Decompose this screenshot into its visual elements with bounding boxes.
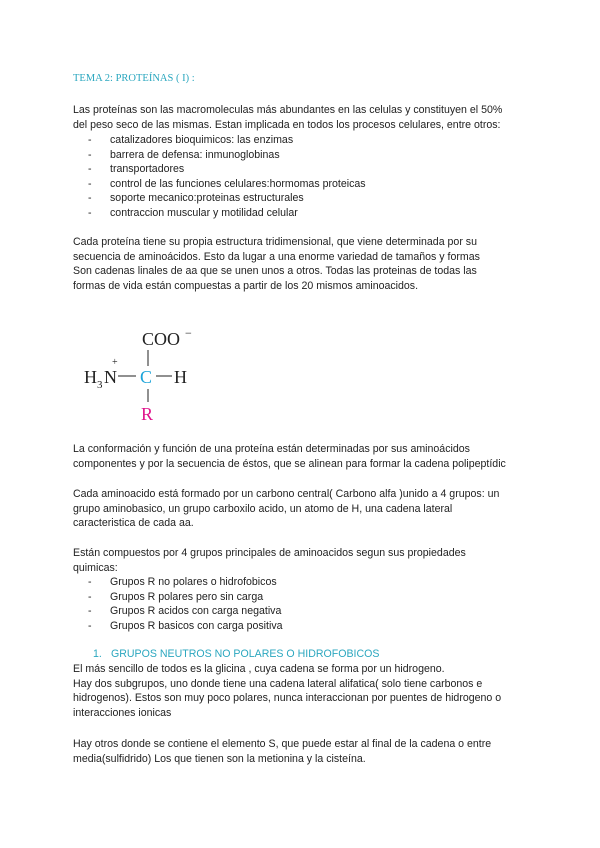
list-item: - barrera de defensa: inmunoglobinas	[88, 148, 280, 161]
alpha-carbon: C	[140, 367, 153, 387]
section-heading-text: GRUPOS NEUTROS NO POLARES O HIDROFOBICOS	[111, 648, 380, 660]
list-item: - Grupos R acidos con carga negativa	[88, 605, 282, 618]
paragraph-line: caracteristica de cada aa.	[73, 517, 194, 530]
paragraph-line: Hay dos subgrupos, uno donde tiene una cadena lateral alifatica( solo tiene carbonos e	[73, 677, 483, 690]
list-item: - contraccion muscular y motilidad celular	[88, 206, 298, 219]
paragraph-line: formas de vida están compuestas a partir de los 20 mismos aminoacidos.	[73, 279, 419, 292]
intro-line: Las proteínas son las macromoleculas más abundantes en las celulas y constituyen el 50%	[73, 104, 503, 116]
section1-extra-paragraph	[73, 737, 528, 766]
paragraph-line: Cada proteína tiene su propia estructura tridimensional, que viene determinada por su	[73, 236, 477, 248]
paragraph-line: grupo aminobasico, un grupo carboxilo acido, un atomo de H, una cadena lateral	[73, 502, 453, 515]
amino-h: H	[84, 367, 97, 387]
section-number: 1.	[93, 648, 102, 660]
alpha-hydrogen: H	[174, 367, 187, 387]
list-item: - Grupos R no polares o hidrofobicos	[88, 576, 277, 588]
structure-paragraph	[73, 235, 528, 293]
list-item: - Grupos R basicos con carga positiva	[88, 619, 283, 632]
list-item: - catalizadores bioquimicos: las enzimas	[88, 134, 294, 146]
paragraph-line: Hay otros donde se contiene el elemento S, que puede estar al final de la cadena o entre	[73, 738, 492, 750]
processes-list	[88, 133, 366, 221]
section-heading	[93, 648, 379, 660]
paragraph-line: El más sencillo de todos es la glicina , cuya cadena se forma por un hidrogeno.	[73, 663, 445, 675]
amino-subscript: 3	[97, 379, 103, 391]
paragraph-line: secuencia de aminoácidos. Esto da lugar a una enorme variedad de tamaños y formas	[73, 250, 480, 263]
paragraph-line: Son cadenas linales de aa que se unen unos a otros. Todas las proteinas de todas las	[73, 265, 477, 278]
paragraph-line: Están compuestos por 4 grupos principales de aminoacidos segun sus propiedades	[73, 547, 466, 559]
list-item: - control de las funciones celulares:hormomas proteicas	[88, 177, 366, 190]
amino-acid-structure-diagram	[72, 316, 202, 426]
paragraph-line: media(sulfidrido) Los que tienen son la metionina y la cisteína.	[73, 752, 366, 765]
intro-line: del peso seco de las mismas. Estan implicada en todos los procesos celulares, entre otros:	[73, 118, 501, 131]
list-item: - soporte mecanico:proteinas estructurales	[88, 192, 304, 205]
carboxyl-group: COO	[142, 329, 181, 349]
list-item: - transportadores	[88, 163, 185, 176]
conformation-paragraph	[73, 442, 528, 471]
paragraph-line: quimicas:	[73, 561, 118, 574]
amino-n: N	[104, 367, 117, 387]
aminoacid-paragraph	[73, 487, 528, 531]
section1-paragraph	[73, 662, 528, 720]
intro-paragraph	[73, 103, 528, 132]
amino-charge: +	[112, 357, 118, 368]
list-item: - Grupos R polares pero sin carga	[88, 590, 264, 603]
paragraph-line: hidrogenos). Estos son muy poco polares, nunca interaccionan por puentes de hidrogeno o	[73, 692, 502, 705]
carboxyl-charge: −	[185, 326, 192, 340]
groups-list	[88, 575, 283, 633]
paragraph-line: componentes y por la secuencia de éstos, que se alinean para formar la cadena polipeptídic	[73, 457, 506, 470]
paragraph-line: La conformación y función de una proteína están determinadas por sus aminoácidos	[73, 443, 470, 455]
paragraph-line: Cada aminoacido está formado por un carbono central( Carbono alfa )unido a 4 grupos: un	[73, 488, 500, 500]
paragraph-line: interacciones ionicas	[73, 706, 172, 719]
page-title: TEMA 2: PROTEÍNAS ( I) :	[73, 73, 195, 84]
side-chain-r: R	[141, 404, 154, 424]
groups-paragraph	[73, 546, 528, 575]
